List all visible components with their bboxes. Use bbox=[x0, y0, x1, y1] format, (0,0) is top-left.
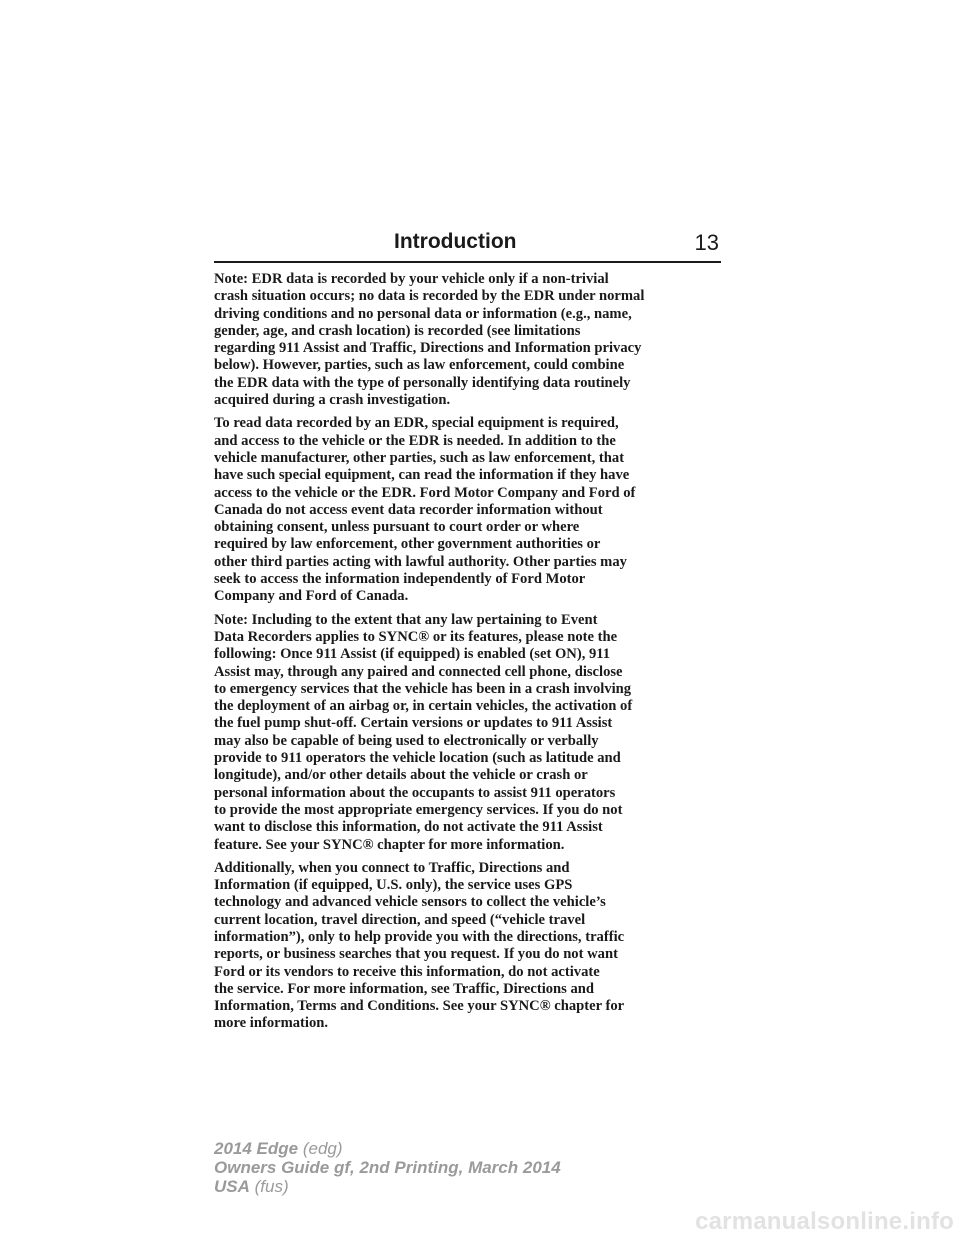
body-text bbox=[214, 271, 726, 1039]
footer-region-line bbox=[214, 1177, 561, 1196]
page-footer bbox=[214, 1139, 561, 1196]
paragraph-911-assist-note: Note: Including to the extent that any law pertaining to Event Data Recorders applies to SYNC® or its features, please note the following: Once 911 Assist (if equipped) is enabled (set ON), 911 Assist may, through any paired and connected cell phone, disclose to emergency services that the vehicle has been in a crash involving the deployment of an airbag or, in certain vehicles, the activation of the fuel pump shut-off. Certain versions or updates to 911 Assist may also be capable of being used to electronically or verbally provide to 911 operators the vehicle location (such as latitude and longitude), and/or other details about the vehicle or crash or personal information about the occupants to assist 911 operators to provide the most appropriate emergency services. If you do not want to disclose this information, do not activate the 911 Assist feature. See your SYNC® chapter for more information. bbox=[214, 611, 633, 853]
footer-model: 2014 Edge bbox=[214, 1139, 299, 1158]
page-header bbox=[214, 228, 721, 263]
section-title: Introduction bbox=[394, 230, 517, 253]
page-number: 13 bbox=[694, 230, 719, 255]
paragraph-edr-access: To read data recorded by an EDR, special equipment is required, and access to the vehicle or the EDR is needed. In addition to the vehicle manufacturer, other parties, such as law enforcement, that have such special equipment, can read the information if they have access to the vehicle or the EDR. Ford Motor Company and Ford of Canada do not access event data recorder information without obtaining consent, unless pursuant to court order or where required by law enforcement, other government authorities or other third parties acting with lawful authority. Other parties may seek to access the information independently of Ford Motor Company and Ford of Canada. bbox=[214, 415, 636, 605]
paragraph-traffic-directions: Additionally, when you connect to Traffic, Directions and Information (if equipped, U.S. only), the service uses GPS technology and advanced vehicle sensors to collect the vehicle’s current location, travel direction, and speed (“vehicle travel information”), only to help provide you with the directions, traffic reports, or business searches that you request. If you do not want Ford or its vendors to receive this information, do not activate the service. For more information, see Traffic, Directions and Information, Terms and Conditions. See your SYNC® chapter for more information. bbox=[214, 859, 625, 1032]
footer-region: USA bbox=[214, 1177, 250, 1196]
footer-guide-line: Owners Guide gf, 2nd Printing, March 2014 bbox=[214, 1158, 561, 1177]
footer-region-code: (fus) bbox=[254, 1177, 289, 1196]
footer-model-code: (edg) bbox=[302, 1139, 343, 1158]
footer-model-line bbox=[214, 1139, 561, 1158]
paragraph-edr-note: Note: EDR data is recorded by your vehicle only if a non-trivial crash situation occurs; no data is recorded by the EDR under normal driving conditions and no personal data or information (e.g., name, gender, age, and crash location) is recorded (see limitations regarding 911 Assist and Traffic, Directions and Information privacy below). However, parties, such as law enforcement, could combine the EDR data with the type of personally identifying data routinely acquired during a crash investigation. bbox=[214, 271, 645, 409]
watermark-link[interactable]: carmanualsonline.info bbox=[695, 1208, 954, 1235]
